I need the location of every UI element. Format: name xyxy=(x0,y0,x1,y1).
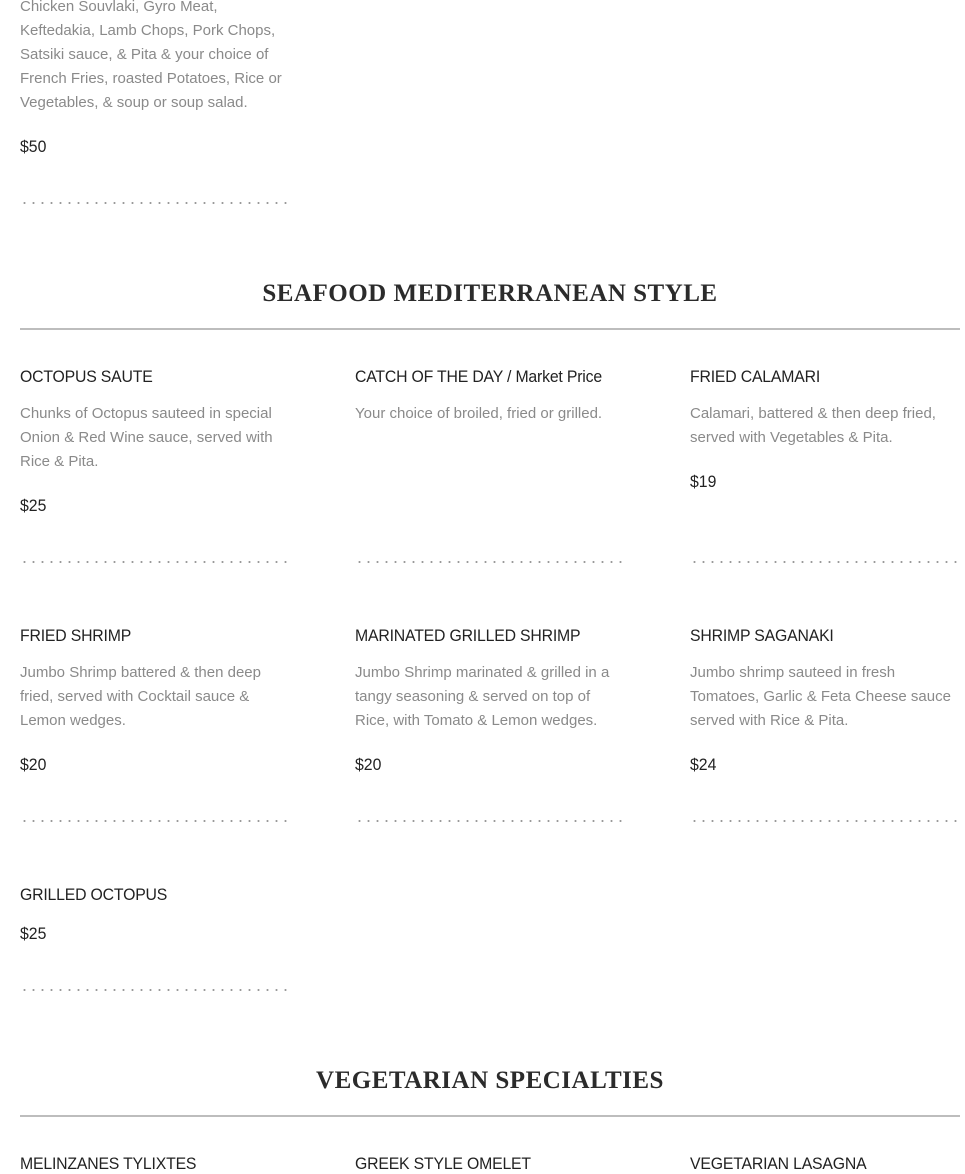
menu-item-price-wrap xyxy=(20,496,290,516)
menu-item-desc-wrap xyxy=(20,402,290,474)
menu-item xyxy=(690,367,960,387)
menu-item-desc-wrap xyxy=(690,661,960,733)
item-name: GRILLED OCTOPUS xyxy=(20,885,168,904)
menu-item xyxy=(355,626,625,646)
item-price: $24 xyxy=(690,755,717,774)
menu-item xyxy=(20,1154,290,1174)
section-title-vegetarian: VEGETARIAN SPECIALTIES xyxy=(316,1067,664,1094)
menu-item-price-wrap xyxy=(20,755,290,775)
menu-item-price-wrap xyxy=(690,472,960,492)
item-name: CATCH OF THE DAY / Market Price xyxy=(355,367,602,386)
section-divider xyxy=(20,1115,960,1117)
item-description: Jumbo Shrimp marinated & grilled in a tangy seasoning & served on top of Rice, with Tomato & Lemon wedges. xyxy=(355,664,610,729)
dotted-divider xyxy=(690,819,960,823)
dotted-divider xyxy=(690,560,960,564)
dotted-divider xyxy=(20,819,290,823)
menu-item-desc-wrap xyxy=(355,402,625,426)
item-description: Chicken Souvlaki, Gyro Meat, Keftedakia, Lamb Chops, Pork Chops, Satsiki sauce, & Pita & your choice of French Fries, roasted Potatoes, Rice or Vegetables, & soup or soup salad. xyxy=(20,0,282,111)
item-description: Jumbo Shrimp battered & then deep fried, served with Cocktail sauce & Lemon wedges. xyxy=(20,664,261,729)
item-name: FRIED SHRIMP xyxy=(20,626,132,645)
item-description: Jumbo shrimp sauteed in fresh Tomatoes, Garlic & Feta Cheese sauce served with Rice & Pita. xyxy=(690,664,951,729)
menu-item-price-wrap xyxy=(690,755,960,775)
menu-item-combo xyxy=(20,0,290,115)
item-price: $25 xyxy=(20,496,47,515)
item-name: FRIED CALAMARI xyxy=(690,367,821,386)
menu-item-desc-wrap xyxy=(690,402,960,450)
menu-item xyxy=(690,1154,960,1174)
item-description: Your choice of broiled, fried or grilled. xyxy=(355,405,603,422)
item-price: $19 xyxy=(690,472,717,491)
item-name: GREEK STYLE OMELET xyxy=(355,1154,531,1173)
menu-item xyxy=(690,626,960,646)
section-title-seafood: SEAFOOD MEDITERRANEAN STYLE xyxy=(262,280,718,307)
item-price: $20 xyxy=(355,755,382,774)
dotted-divider xyxy=(20,201,290,205)
menu-item-price-wrap xyxy=(355,755,625,775)
item-name: OCTOPUS SAUTE xyxy=(20,367,153,386)
dotted-divider xyxy=(355,560,625,564)
item-name: MELINZANES TYLIXTES xyxy=(20,1154,197,1173)
item-name: VEGETARIAN LASAGNA xyxy=(690,1154,867,1173)
menu-item xyxy=(20,885,290,905)
dotted-divider xyxy=(355,819,625,823)
dotted-divider xyxy=(20,560,290,564)
menu-item-desc-wrap xyxy=(20,661,290,733)
item-name: SHRIMP SAGANAKI xyxy=(690,626,834,645)
menu-item xyxy=(20,367,290,387)
menu-item xyxy=(20,626,290,646)
section-divider xyxy=(20,328,960,330)
item-description: Calamari, battered & then deep fried, served with Vegetables & Pita. xyxy=(690,405,936,446)
dotted-divider xyxy=(20,988,290,992)
item-price: $50 xyxy=(20,137,47,156)
item-price: $25 xyxy=(20,924,47,943)
item-price: $20 xyxy=(20,755,47,774)
item-description: Chunks of Octopus sauteed in special Onion & Red Wine sauce, served with Rice & Pita. xyxy=(20,405,273,470)
menu-item xyxy=(355,1154,625,1174)
menu-item-price-wrap xyxy=(20,924,290,944)
menu-item xyxy=(355,367,625,387)
item-name: MARINATED GRILLED SHRIMP xyxy=(355,626,581,645)
menu-item-desc-wrap xyxy=(355,661,625,733)
menu-item-combo-price-wrap xyxy=(20,137,290,157)
